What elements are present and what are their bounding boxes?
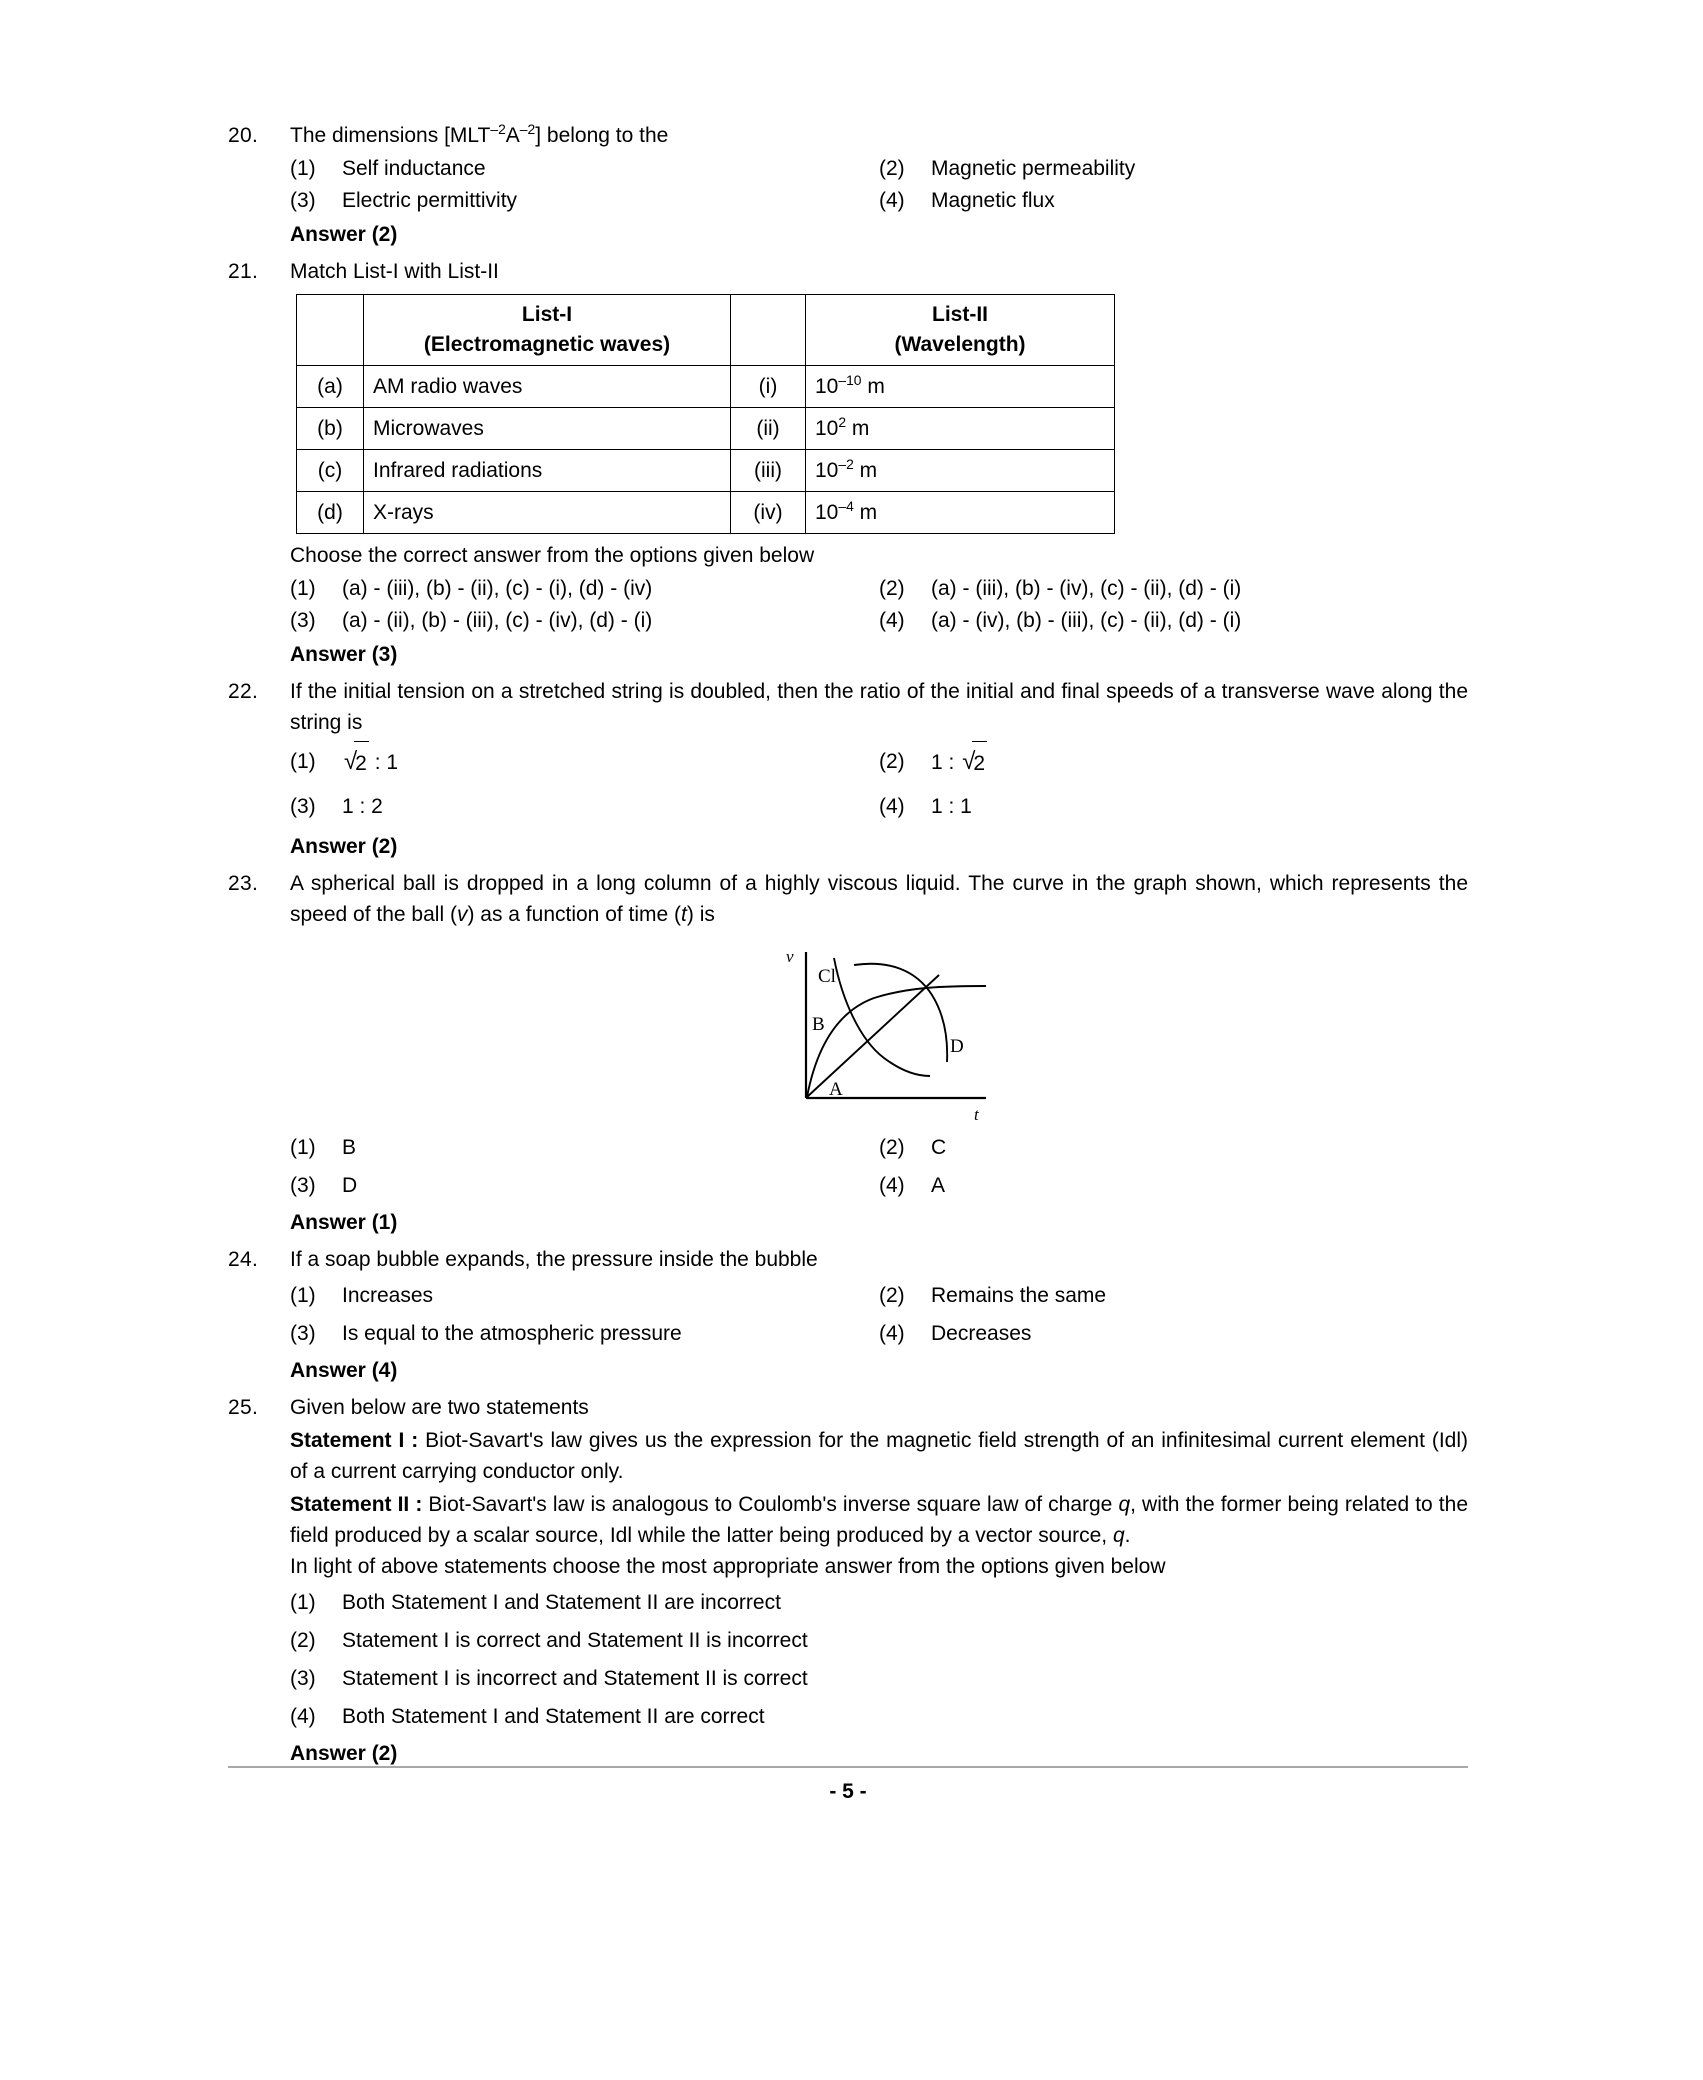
row-key: (b) <box>297 408 364 450</box>
option-label: (2) <box>879 750 905 773</box>
statement-one-text: Biot-Savart's law gives us the expression for the magnetic field strength of an infinitesimal current element (Idl) of a current carrying conductor only. <box>290 1429 1468 1483</box>
option-label: (4) <box>879 1174 905 1197</box>
header-blank-right <box>731 295 806 366</box>
question-number: 21. <box>228 260 259 283</box>
curve-label-c: Cl <box>818 966 836 987</box>
options-list <box>290 1129 1468 1205</box>
option-text: (a) - (ii), (b) - (iii), (c) - (iv), (d) - (i) <box>342 609 653 632</box>
question-block-20 <box>228 120 1468 252</box>
footer-divider <box>228 1766 1468 1768</box>
question-text: If the initial tension on a stretched string is doubled, then the ratio of the initial and final speeds of a transverse wave along the string is <box>290 680 1468 734</box>
option-text: B <box>342 1136 357 1159</box>
answer-line: Answer (2) <box>290 1742 398 1765</box>
options-list <box>290 1277 1468 1353</box>
answer-line: Answer (4) <box>290 1359 398 1382</box>
table-row <box>297 492 1115 534</box>
option-label: (1) <box>290 1284 316 1307</box>
options-list <box>290 740 1468 829</box>
option-text: 1 : 1 <box>931 795 972 818</box>
answer-line: Answer (2) <box>290 223 398 246</box>
option-label: (3) <box>290 1174 316 1197</box>
table-row <box>297 450 1115 492</box>
option-label: (3) <box>290 1667 316 1690</box>
option-label: (2) <box>879 1284 905 1307</box>
y-axis-label: v <box>786 947 794 966</box>
option-label: (4) <box>879 1322 905 1345</box>
row-key: (c) <box>297 450 364 492</box>
option-3[interactable] <box>290 185 879 217</box>
curve-label-d: D <box>950 1036 964 1057</box>
option-text: Self inductance <box>342 157 486 180</box>
table-header-row <box>297 295 1115 366</box>
option-label: (2) <box>290 1629 316 1652</box>
answer-line: Answer (1) <box>290 1211 398 1234</box>
option-2[interactable] <box>879 740 1468 785</box>
statement-two-text-c: . <box>1124 1524 1131 1547</box>
page-number: - 5 - <box>829 1780 867 1803</box>
table-row <box>297 366 1115 408</box>
statement-two-label: Statement II : <box>290 1493 423 1516</box>
header-blank-left <box>297 295 364 366</box>
row-roman: (iv) <box>731 492 806 534</box>
statement-two <box>290 1489 1468 1551</box>
option-text: 1 : 2 <box>342 795 383 818</box>
answer-line: Answer (3) <box>290 643 398 666</box>
option-4[interactable] <box>879 785 1468 829</box>
option-label: (3) <box>290 189 316 212</box>
option-label: (3) <box>290 1322 316 1345</box>
statement-two-var-q2: q <box>1112 1524 1125 1547</box>
question-block-22 <box>228 676 1468 864</box>
row-wavelength: $10^{-10}$ m <box>806 366 1115 408</box>
question-block-24 <box>228 1244 1468 1388</box>
option-4[interactable] <box>879 605 1468 637</box>
header-list-ii-line1: List-II <box>932 303 988 326</box>
question-block-21 <box>228 256 1468 672</box>
option-label: (1) <box>290 750 316 773</box>
row-wavelength: $10^2$ m <box>806 408 1115 450</box>
question-number: 23. <box>228 872 259 895</box>
row-key: (d) <box>297 492 364 534</box>
x-axis-label: t <box>974 1105 979 1124</box>
option-2[interactable] <box>879 1129 1468 1167</box>
page-content <box>228 120 1468 1775</box>
row-roman: (ii) <box>731 408 806 450</box>
question-number: 24. <box>228 1248 259 1271</box>
header-list-i-line2: (Electromagnetic waves) <box>423 333 671 356</box>
option-3[interactable] <box>290 1167 879 1205</box>
option-text: Both Statement I and Statement II are incorrect <box>342 1591 781 1614</box>
row-roman: (iii) <box>731 450 806 492</box>
row-item: Microwaves <box>364 408 731 450</box>
options-list <box>290 573 1468 637</box>
option-text: A <box>931 1174 946 1197</box>
option-text: Electric permittivity <box>342 189 518 212</box>
statement-two-var-q1: q <box>1118 1493 1131 1516</box>
option-math: 1 : √2 <box>931 740 1460 785</box>
row-item: AM radio waves <box>364 366 731 408</box>
option-text: Statement I is correct and Statement II is incorrect <box>342 1629 808 1652</box>
question-number: 22. <box>228 680 259 703</box>
option-1[interactable] <box>290 1129 879 1167</box>
row-roman: (i) <box>731 366 806 408</box>
speed-time-graph-svg <box>764 940 994 1125</box>
option-4[interactable] <box>879 1315 1468 1353</box>
option-1[interactable] <box>290 573 879 605</box>
option-text: D <box>342 1174 358 1197</box>
question-text: Given below are two statements <box>290 1396 589 1419</box>
option-2[interactable] <box>879 1277 1468 1315</box>
options-list <box>290 1584 1468 1736</box>
header-list-i-line1: List-I <box>521 303 573 326</box>
option-label: (1) <box>290 1136 316 1159</box>
option-label: (1) <box>290 577 316 600</box>
option-text: Both Statement I and Statement II are correct <box>342 1705 765 1728</box>
option-label: (2) <box>879 577 905 600</box>
option-label: (3) <box>290 609 316 632</box>
curve-d <box>854 964 947 1062</box>
option-label: (4) <box>879 609 905 632</box>
question-text: If a soap bubble expands, the pressure inside the bubble <box>290 1248 818 1271</box>
option-text: (a) - (iii), (b) - (ii), (c) - (i), (d) - (iv) <box>342 577 653 600</box>
header-list-i <box>364 295 731 366</box>
question-text: Match List-I with List-II <box>290 260 499 283</box>
option-text: Magnetic permeability <box>931 157 1136 180</box>
option-3[interactable] <box>290 1315 879 1353</box>
option-text: Decreases <box>931 1322 1032 1345</box>
row-item: Infrared radiations <box>364 450 731 492</box>
options-list <box>290 153 1468 217</box>
option-text: Remains the same <box>931 1284 1107 1307</box>
option-label: (4) <box>290 1705 316 1728</box>
table-row <box>297 408 1115 450</box>
option-label: (4) <box>879 795 905 818</box>
match-list-table <box>296 294 1115 534</box>
option-text: Magnetic flux <box>931 189 1055 212</box>
statement-one-label: Statement I : <box>290 1429 419 1452</box>
option-1[interactable] <box>290 1584 1468 1622</box>
choose-prompt: In light of above statements choose the most appropriate answer from the options given below <box>290 1555 1166 1578</box>
option-4[interactable] <box>290 1698 1468 1736</box>
option-math: √2 : 1 <box>342 740 871 785</box>
option-2[interactable] <box>879 573 1468 605</box>
option-text: Is equal to the atmospheric pressure <box>342 1322 682 1345</box>
option-text: Increases <box>342 1284 434 1307</box>
row-key: (a) <box>297 366 364 408</box>
speed-time-graph-figure <box>290 940 1468 1125</box>
option-text: Statement I is incorrect and Statement II is correct <box>342 1667 808 1690</box>
statement-two-text-a: Biot-Savart's law is analogous to Coulomb's inverse square law of charge <box>422 1493 1119 1516</box>
option-1[interactable] <box>290 1277 879 1315</box>
option-1[interactable] <box>290 153 879 185</box>
question-number: 25. <box>228 1396 259 1419</box>
option-2[interactable] <box>290 1622 1468 1660</box>
curve-a <box>807 975 939 1097</box>
option-4[interactable] <box>879 1167 1468 1205</box>
option-text: C <box>931 1136 947 1159</box>
option-label: (1) <box>290 1591 316 1614</box>
option-label: (1) <box>290 157 316 180</box>
row-wavelength: $10^{-2}$ m <box>806 450 1115 492</box>
question-block-25 <box>228 1392 1468 1771</box>
row-item: X-rays <box>364 492 731 534</box>
option-1[interactable] <box>290 740 879 785</box>
option-2[interactable] <box>879 153 1468 185</box>
question-number: 20. <box>228 124 259 147</box>
option-3[interactable] <box>290 785 879 829</box>
statement-one <box>290 1425 1468 1487</box>
answer-line: Answer (2) <box>290 835 398 858</box>
question-text: The dimensions $[MLT^{-2}A^{-2}]$ belong to the <box>290 121 669 147</box>
option-3[interactable] <box>290 605 879 637</box>
option-text: (a) - (iv), (b) - (iii), (c) - (ii), (d) - (i) <box>931 609 1242 632</box>
row-wavelength: $10^{-4}$ m <box>806 492 1115 534</box>
option-4[interactable] <box>879 185 1468 217</box>
question-block-23 <box>228 868 1468 1240</box>
question-text: A spherical ball is dropped in a long column of a highly viscous liquid. The curve in the graph shown, which represents the speed of the ball (v) as a function of time (t) is <box>290 872 1468 926</box>
option-label: (2) <box>879 157 905 180</box>
statement-two-text-b: , with the former being related to the field produced by a scalar source, Idl while the latter being produced by a vector source, <box>290 1493 1468 1547</box>
header-list-ii-line2: (Wavelength) <box>894 333 1026 356</box>
header-list-ii <box>806 295 1115 366</box>
choose-prompt: Choose the correct answer from the options given below <box>290 544 815 567</box>
option-3[interactable] <box>290 1660 1468 1698</box>
curve-label-b: B <box>812 1014 825 1035</box>
option-label: (3) <box>290 795 316 818</box>
curve-label-a: A <box>829 1079 843 1100</box>
option-text: (a) - (iii), (b) - (iv), (c) - (ii), (d) - (i) <box>931 577 1242 600</box>
option-label: (4) <box>879 189 905 212</box>
option-label: (2) <box>879 1136 905 1159</box>
